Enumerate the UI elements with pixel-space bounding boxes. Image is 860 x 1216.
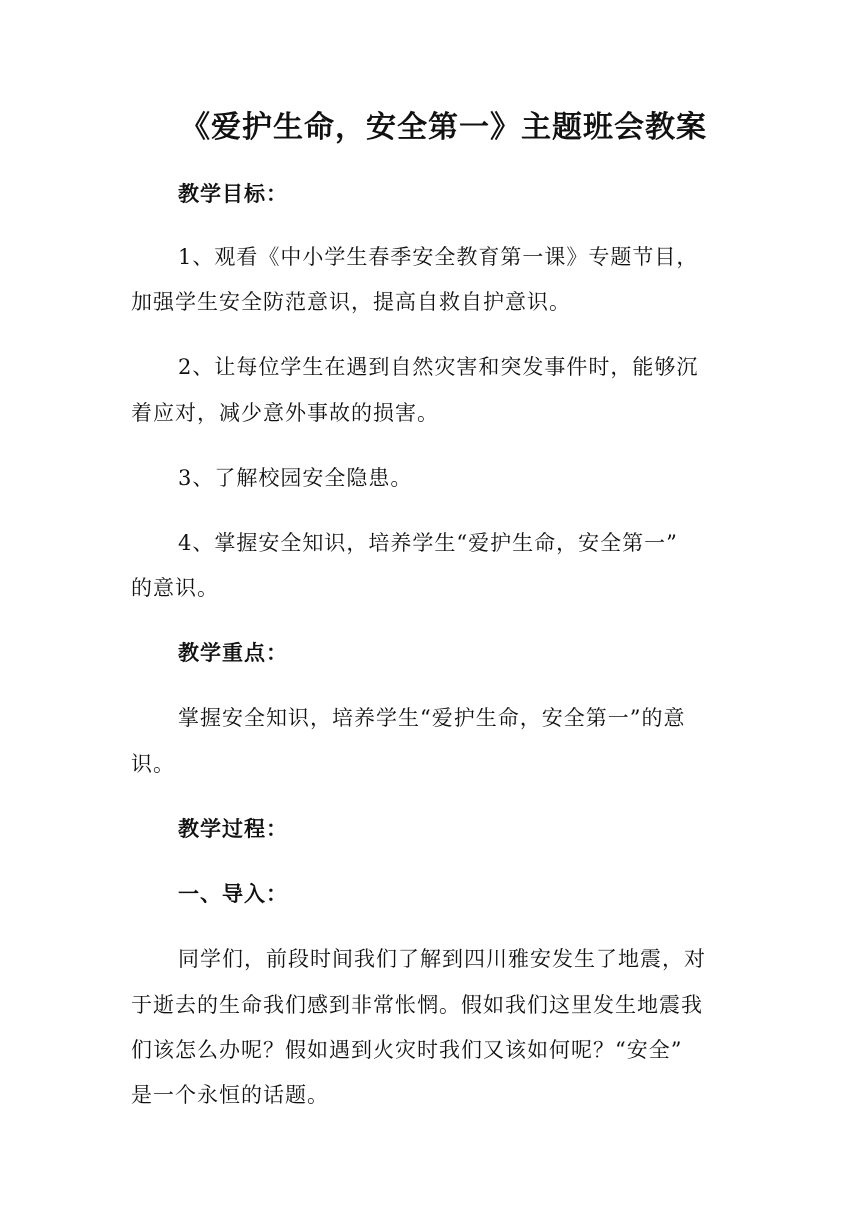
objectives-heading: 教学目标： [178,181,288,206]
objective-3-line-1: 3、了解校园安全隐患。 [178,466,413,490]
objective-2-line-2: 着应对，减少意外事故的损害。 [131,401,439,425]
objective-4-line-2: 的意识。 [131,576,219,600]
intro-line-3: 们该怎么办呢？假如遇到火灾时我们又该如何呢？“安全” [131,1038,683,1062]
objective-4-line-1: 4、掌握安全知识，培养学生“爱护生命，安全第一” [178,531,678,555]
document-title: 《爱护生命，安全第一》主题班会教案 [180,110,707,145]
intro-line-4: 是一个永恒的话题。 [131,1083,329,1107]
objective-1-line-2: 加强学生安全防范意识，提高自救自护意识。 [131,290,571,314]
intro-heading: 一、导入： [178,881,288,906]
process-heading: 教学过程： [178,816,288,841]
intro-line-2: 于逝去的生命我们感到非常怅惘。假如我们这里发生地震我 [131,993,703,1017]
keypoints-line-1: 掌握安全知识，培养学生“爱护生命，安全第一”的意 [178,706,686,730]
keypoints-line-2: 识。 [131,752,175,776]
objective-2-line-1: 2、让每位学生在遇到自然灾害和突发事件时，能够沉 [178,355,699,379]
keypoints-heading: 教学重点： [178,640,288,665]
intro-line-1: 同学们，前段时间我们了解到四川雅安发生了地震，对 [178,947,706,971]
objective-1-line-1: 1、观看《中小学生春季安全教育第一课》专题节目， [178,245,699,269]
